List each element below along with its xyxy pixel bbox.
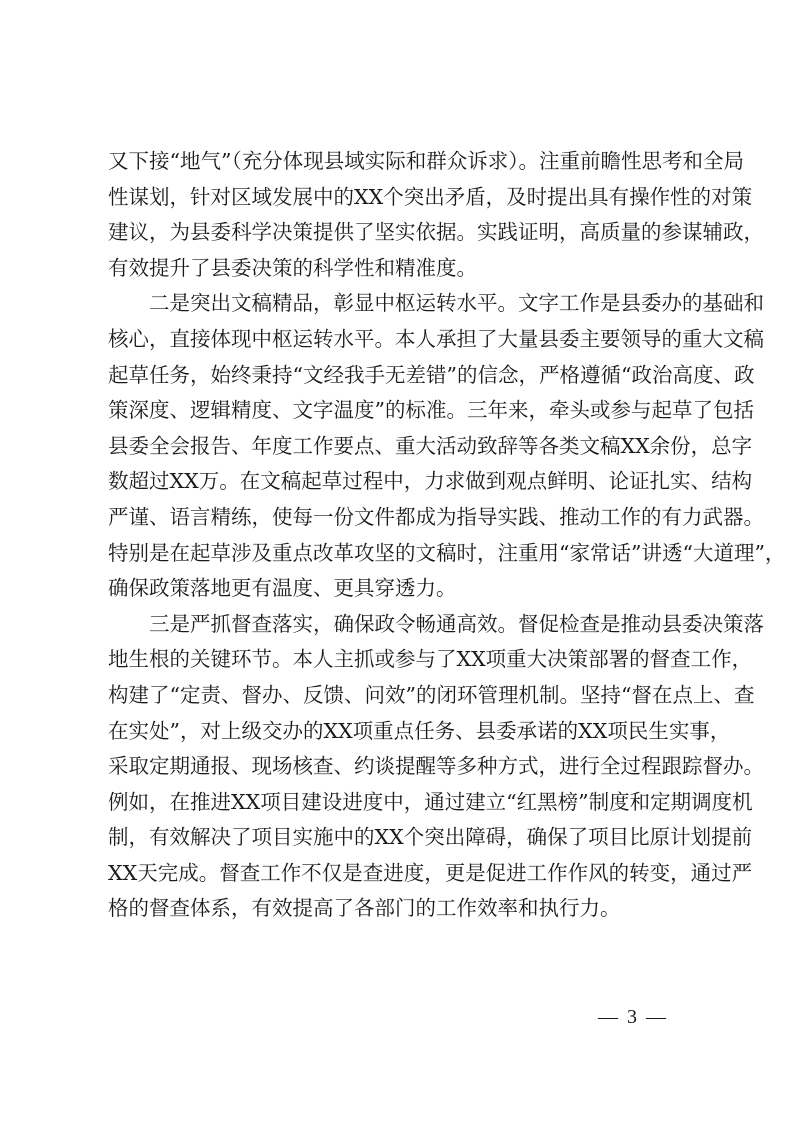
text-line: 数超过XX万。在文稿起草过程中，力求做到观点鲜明、论证扎实、结构 — [108, 469, 753, 494]
page-number: — 3 — — [598, 1006, 668, 1028]
paragraph — [108, 144, 764, 286]
text-line: 建议，为县委科学决策提供了坚实依据。实践证明，高质量的参谋辅政， — [108, 220, 764, 245]
text-line: XX天完成。督查工作不仅是查进度，更是促进工作作风的转变，通过严 — [108, 860, 753, 885]
paragraph — [108, 607, 764, 927]
text-line: 又下接“地气”（充分体现县域实际和群众诉求）。注重前瞻性思考和全局 — [108, 149, 744, 173]
text-line: 确保政策落地更有温度、更具穿透力。 — [108, 576, 457, 601]
text-line: 特别是在起草涉及重点改革攻坚的文稿时，注重用“家常话”讲透“大道理”， — [108, 540, 786, 565]
text-line: 有效提升了县委决策的科学性和精准度。 — [108, 255, 477, 280]
text-line: 策深度、逻辑精度、文字温度”的标准。三年来，牵头或参与起草了包括 — [108, 398, 754, 423]
text-line: 制，有效解决了项目实施中的XX个突出障碍，确保了项目比原计划提前 — [108, 825, 753, 850]
text-line: 三是严抓督查落实，确保政令畅通高效。督促检查是推动县委决策落 — [149, 611, 764, 636]
paragraph — [108, 286, 786, 606]
text-line: 性谋划，针对区域发展中的XX个突出矛盾，及时提出具有操作性的对策 — [108, 184, 753, 209]
text-line: 县委全会报告、年度工作要点、重大活动致辞等各类文稿XX余份，总字 — [108, 433, 753, 458]
text-line: 核心，直接体现中枢运转水平。本人承担了大量县委主要领导的重大文稿 — [108, 326, 764, 351]
text-line: 严谨、语言精练，使每一份文件都成为指导实践、推动工作的有力武器。 — [108, 504, 764, 529]
text-line: 构建了“定责、督办、反馈、问效”的闭环管理机制。坚持“督在点上、查 — [108, 682, 755, 707]
text-line: 格的督查体系，有效提高了各部门的工作效率和执行力。 — [108, 896, 621, 921]
text-line: 例如，在推进XX项目建设进度中，通过建立“红黑榜”制度和定期调度机 — [108, 789, 753, 814]
text-line: 在实处”，对上级交办的XX项重点任务、县委承诺的XX项民生实事， — [108, 718, 731, 743]
text-line: 起草任务，始终秉持“文经我手无差错”的信念，严格遵循“政治高度、政 — [108, 362, 755, 387]
text-line: 二是突出文稿精品，彰显中枢运转水平。文字工作是县委办的基础和 — [149, 291, 764, 316]
text-line: 地生根的关键环节。本人主抓或参与了XX项重大决策部署的督查工作， — [108, 647, 753, 672]
text-line: 采取定期通报、现场核查、约谈提醒等多种方式，进行全过程跟踪督办。 — [108, 754, 764, 779]
document-body — [108, 144, 786, 927]
